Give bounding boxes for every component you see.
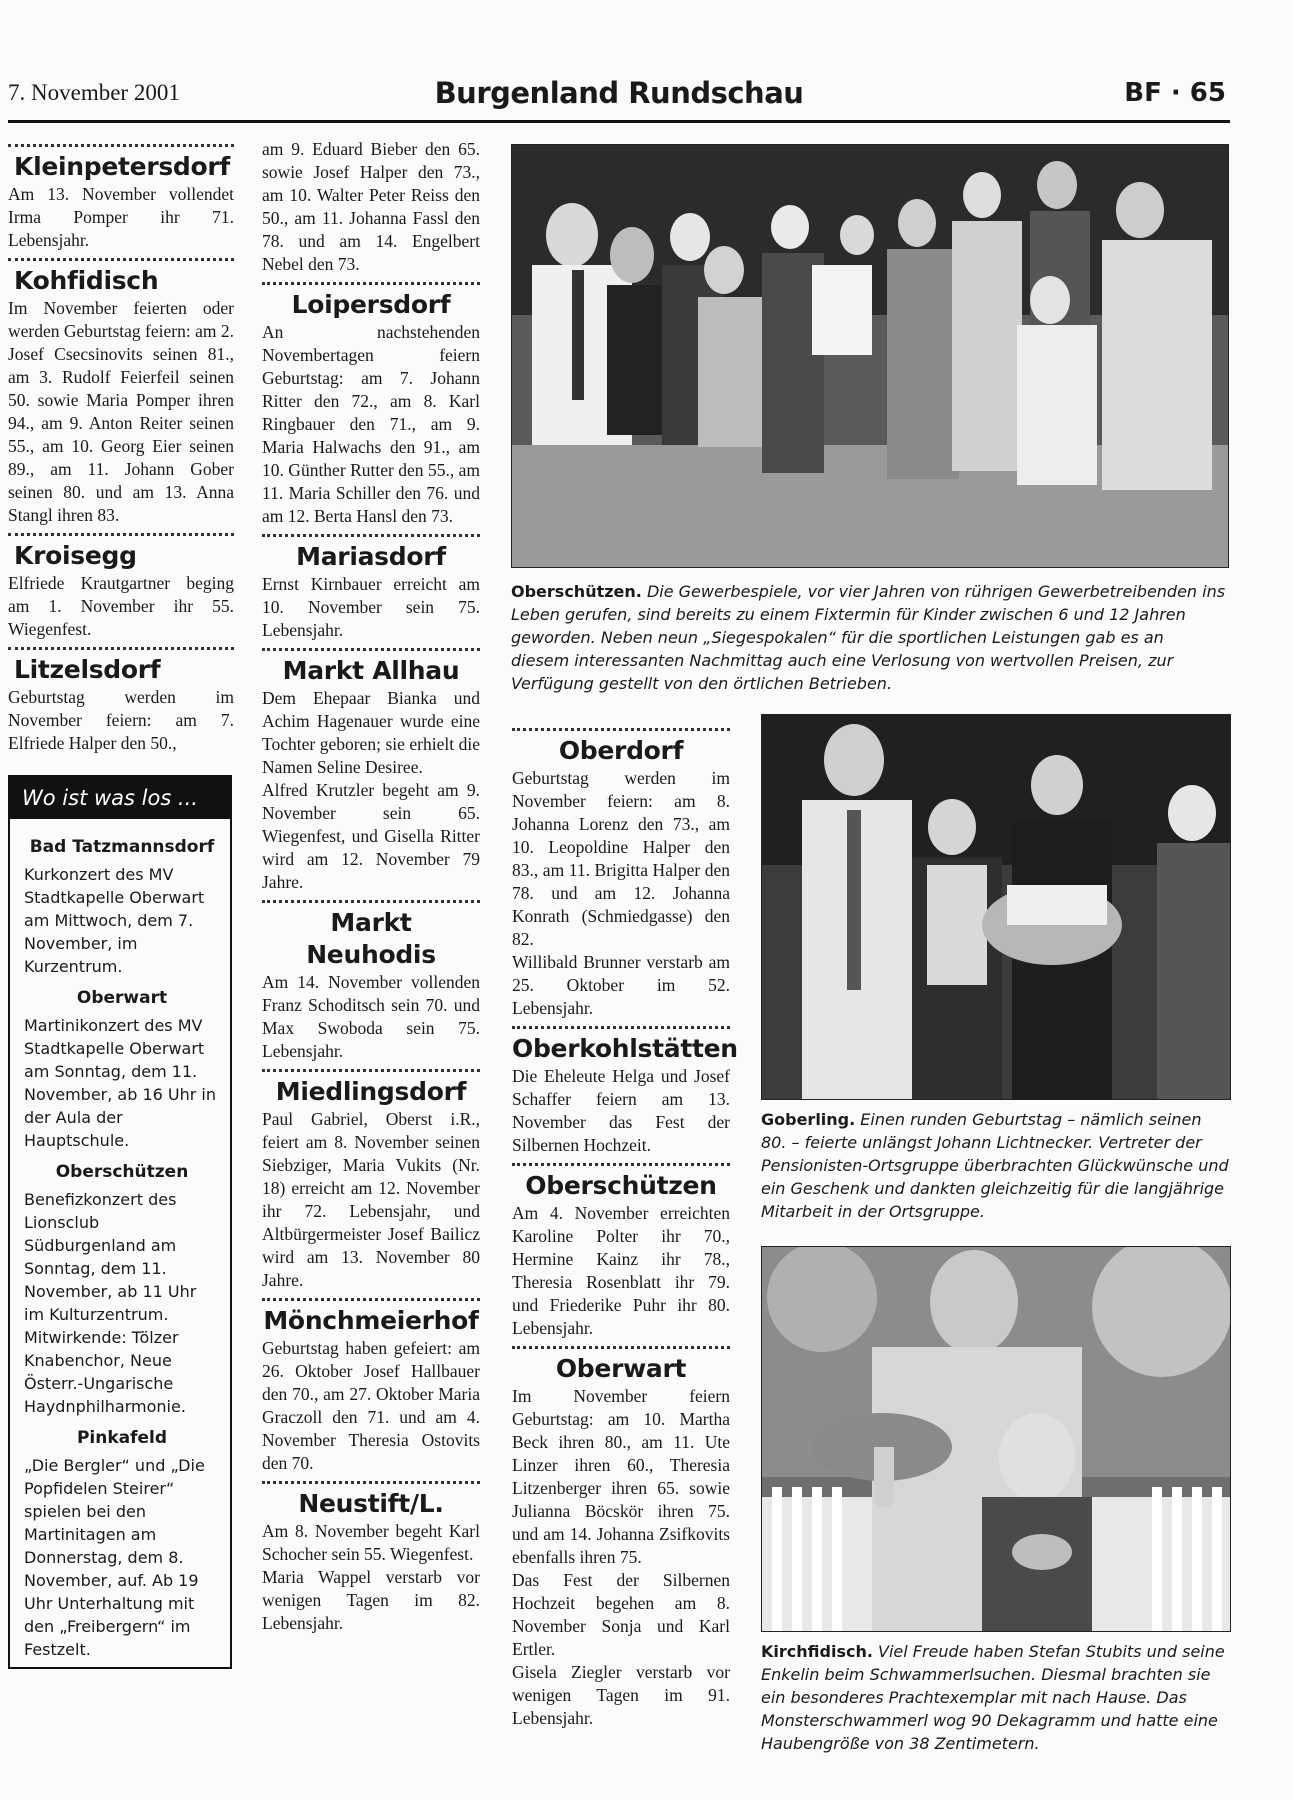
event-text: Martinikonzert des MV Stadtkapelle Oberwart am Sonntag, dem 11. November, ab 16 Uhr in der Aula der Hauptschule.: [24, 1016, 216, 1150]
dotted-divider: [262, 1069, 480, 1072]
article-heading: Kroisegg: [14, 541, 137, 570]
event-place: Oberwart: [76, 988, 168, 1008]
caption-text: Die Gewerbespiele, vor vier Jahren von rührigen Gewerbetreibenden ins Leben gerufen, sind bereits zu einem Fixtermin für Kinder zwischen 6 und 12 Jahren geworden. Neben neun „Siegespokalen“ für die sportlichen Leistungen gab es an diesem interessanten Nachmittag auch eine Verlosung von wertvollen Preisen, zur Verfügung gestellt von den örtlichen Betrieben.: [511, 582, 1226, 693]
article-heading: Litzelsdorf: [14, 655, 161, 684]
article-heading: Loipersdorf: [291, 290, 451, 319]
events-box-title: Wo ist was los ...: [10, 777, 230, 819]
dotted-divider: [512, 1163, 730, 1166]
dotted-divider: [8, 258, 234, 261]
article-heading: Mönchmeierhof: [263, 1306, 479, 1335]
photo-mushroom: [761, 1246, 1231, 1632]
dotted-divider: [262, 1481, 480, 1484]
photo-birthday-basket: [761, 714, 1231, 1100]
event-text: Kurkonzert des MV Stadtkapelle Oberwart am Mittwoch, dem 7. November, im Kurzentrum.: [24, 865, 205, 976]
column-2: [262, 138, 480, 1635]
caption-lead: Goberling.: [761, 1110, 856, 1129]
article-text: Am 13. November vollendet Irma Pomper ihr 71. Lebensjahr.: [8, 184, 234, 250]
article-text: An nachstehenden Novembertagen feiern Geburtstag: am 7. Johann Ritter den 72., am 8. Karl Ringbauer den 71., am 9. Maria Halwachs den 91., am 10. Günther Rutter den 55., am 11. Maria Schiller den 76. und am 12. Berta Hansl den 73.: [262, 322, 480, 526]
article-text: Maria Wappel verstarb vor wenigen Tagen im 82. Lebensjahr.: [262, 1567, 480, 1633]
article-text: Willibald Brunner verstarb am 25. Oktober im 52. Lebensjahr.: [512, 952, 730, 1018]
article-text: Gisela Ziegler verstarb vor wenigen Tagen im 91. Lebensjahr.: [512, 1662, 730, 1728]
article-moenchmeierhof: [262, 1305, 480, 1475]
caption-lead: Oberschützen.: [511, 582, 642, 601]
article-text: Geburtstag werden im November feiern: am 8. Johanna Lorenz den 73., am 10. Leopoldine Halper den 83., am 11. Brigitta Halper den 78. und am 12. Johanna Konrath (Schmiedgasse) den 82.: [512, 768, 730, 949]
article-litzelsdorf: [8, 654, 234, 755]
article-heading: Markt Allhau: [282, 656, 460, 685]
article-text: Im November feierten oder werden Geburtstag feiern: am 2. Josef Csecsinovits seinen 81., am 3. Rudolf Feierfeil seinen 50. sowie Maria Pomper ihren 94., am 9. Anton Reiter seinen 55., am 10. Georg Eier seinen 89., am 11. Johann Gober seinen 80. und am 13. Anna Stangl ihren 83.: [8, 298, 234, 525]
column-3: [512, 722, 738, 1730]
article-text: Ernst Kirnbauer erreicht am 10. November sein 75. Lebensjahr.: [262, 574, 480, 640]
event-place: Pinkafeld: [76, 1428, 168, 1448]
dotted-divider: [262, 1298, 480, 1301]
event-text: „Die Bergler“ und „Die Popfidelen Steirer“ spielen bei den Martinitagen am Donnerstag, dem 8. November, auf. Ab 19 Uhr Unterhaltung mit den „Freibergern“ im Festzelt.: [24, 1456, 205, 1659]
article-kroisegg: [8, 540, 234, 641]
dotted-divider: [262, 648, 480, 651]
column-1: [8, 138, 234, 1669]
dotted-divider: [512, 728, 730, 731]
article-heading: Oberwart: [555, 1354, 687, 1383]
newspaper-title: Burgenland Rundschau: [434, 76, 804, 110]
article-oberwart: [512, 1353, 730, 1730]
event-place: Oberschützen: [55, 1162, 189, 1182]
article-text: Am 8. November begeht Karl Schocher sein 55. Wiegenfest.: [262, 1521, 480, 1564]
article-heading: Kohfidisch: [14, 266, 159, 295]
article-text: Am 14. November vollenden Franz Schoditsch sein 70. und Max Swoboda sein 75. Lebensjahr.: [262, 972, 480, 1061]
article-text: Paul Gabriel, Oberst i.R., feiert am 8. November seinen Siebziger, Maria Vukits (Nr. 18) erreicht am 12. November ihr 72. Lebensjahr, und Altbürgermeister Josef Bailicz wird am 13. November 80 Jahre.: [262, 1109, 480, 1290]
dotted-divider: [512, 1346, 730, 1349]
article-neustift: [262, 1488, 480, 1635]
article-text: Geburtstag werden im November feiern: am 7. Elfriede Halper den 50.,: [8, 687, 234, 753]
article-markt-neuhodis: [262, 907, 480, 1063]
article-text: am 9. Eduard Bieber den 65. sowie Josef Halper den 73., am 10. Walter Peter Reiss den 50., am 11. Johanna Fassl den 78. und am 14. Engelbert Nebel den 73.: [262, 139, 480, 274]
article-text: Im November feiern Geburtstag: am 10. Martha Beck ihren 80., am 11. Ute Linzer ihren 60., Theresia Litzenberger ihren 65. sowie Julianna Böcskör ihren 75. und am 14. Johanna Zsifkovits ebenfalls ihren 75.: [512, 1386, 730, 1567]
article-heading: Markt Neuhodis: [306, 908, 436, 969]
article-heading: Oberkohlstätten: [512, 1034, 738, 1063]
article-text: Das Fest der Silbernen Hochzeit begehen am 8. November Sonja und Karl Ertler.: [512, 1570, 730, 1659]
photo-caption: [511, 580, 1227, 695]
article-text: Die Eheleute Helga und Josef Schaffer feiern am 13. November das Fest der Silbernen Hochzeit.: [512, 1066, 730, 1155]
article-text: Alfred Krutzler begeht am 9. November sein 65. Wiegenfest, und Gisella Ritter wird am 12. November 79 Jahre.: [262, 780, 480, 892]
article-heading: Mariasdorf: [296, 542, 446, 571]
photo-children-trophies: [511, 144, 1229, 568]
article-heading: Kleinpetersdorf: [14, 152, 231, 181]
article-oberschuetzen: [512, 1170, 730, 1340]
photo-caption: [761, 1108, 1229, 1223]
article-text: Elfriede Krautgartner beging am 1. November ihr 55. Wiegenfest.: [8, 573, 234, 639]
masthead: [8, 74, 1230, 123]
events-box: [8, 775, 232, 1669]
article-oberkohlstaetten: [512, 1033, 738, 1157]
article-miedlingsdorf: [262, 1076, 480, 1292]
dotted-divider: [8, 144, 234, 147]
article-mariasdorf: [262, 541, 480, 642]
article-continued: [262, 138, 480, 276]
dotted-divider: [8, 647, 234, 650]
caption-text: Einen runden Geburtstag – nämlich seinen 80. – feierte unlängst Johann Lichtnecker. Vertreter der Pensionisten-Ortsgruppe überbrachten Glückwünsche und ein Geschenk und dankten gleichzeitig für die langjährige Mitarbeit in der Ortsgruppe.: [761, 1110, 1229, 1221]
article-heading: Neustift/L.: [298, 1489, 444, 1518]
article-heading: Oberdorf: [558, 736, 684, 765]
dotted-divider: [262, 900, 480, 903]
article-kohfidisch: [8, 265, 234, 527]
event-place: Bad Tatzmannsdorf: [29, 837, 215, 857]
article-text: Dem Ehepaar Bianka und Achim Hagenauer wurde eine Tochter geboren; sie erhielt die Namen Seline Desiree.: [262, 688, 480, 777]
article-text: Geburtstag haben gefeiert: am 26. Oktober Josef Hallbauer den 70., am 27. Oktober Maria Graczoll den 71. und am 4. November Theresia Ostovits den 70.: [262, 1338, 480, 1473]
dotted-divider: [262, 282, 480, 285]
article-markt-allhau: [262, 655, 480, 894]
dotted-divider: [512, 1026, 730, 1029]
caption-lead: Kirchfidisch.: [761, 1642, 873, 1661]
page-number: BF · 65: [1124, 78, 1226, 108]
article-heading: Miedlingsdorf: [275, 1077, 467, 1106]
dotted-divider: [262, 534, 480, 537]
photo-caption: [761, 1640, 1229, 1755]
article-heading: Oberschützen: [525, 1171, 717, 1200]
article-loipersdorf: [262, 289, 480, 528]
caption-text: Viel Freude haben Stefan Stubits und seine Enkelin beim Schwammerlsuchen. Diesmal brachten sie ein besonderes Prachtexemplar mit nach Hause. Das Monsterschwammerl wog 90 Dekagramm und hatte eine Haubengröße von 38 Zentimetern.: [761, 1642, 1225, 1753]
issue-date: 7. November 2001: [8, 80, 180, 105]
article-kleinpetersdorf: [8, 151, 234, 252]
article-oberdorf: [512, 735, 730, 1020]
event-text: Benefizkonzert des Lionsclub Südburgenland am Sonntag, dem 11. November, ab 11 Uhr im Kulturzentrum. Mitwirkende: Tölzer Knabenchor, Neue Österr.-Ungarische Haydnphilharmonie.: [24, 1190, 197, 1416]
article-text: Am 4. November erreichten Karoline Polter ihr 70., Hermine Kainz ihr 78., Theresia Rosenblatt ihr 79. und Friederike Puhr ihr 80. Lebensjahr.: [512, 1203, 730, 1338]
dotted-divider: [8, 533, 234, 536]
